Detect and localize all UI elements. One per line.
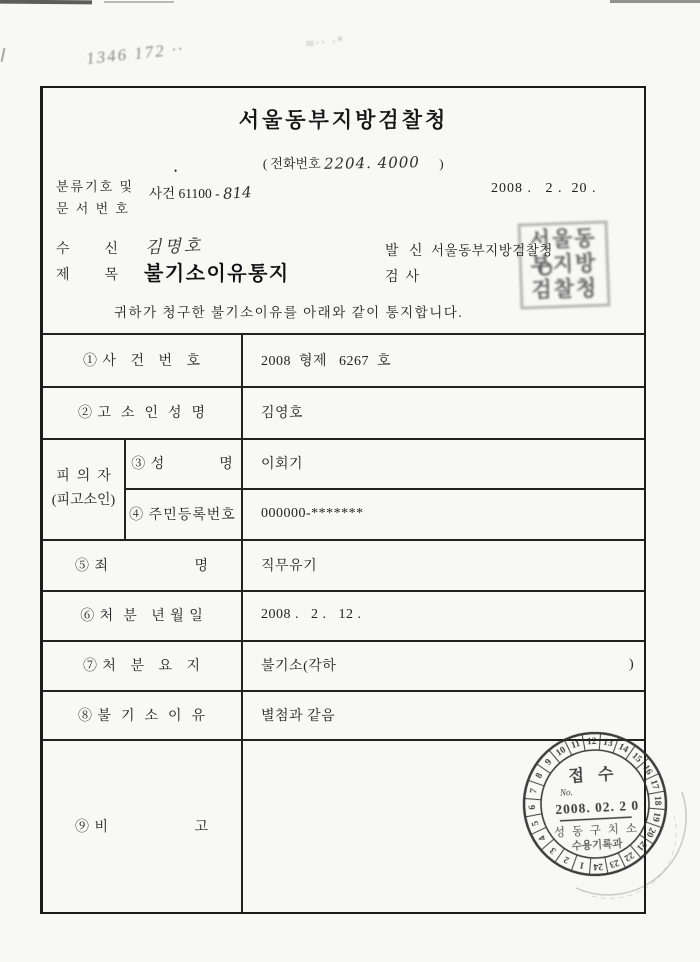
value-suspect-name: 이회기 [261,457,304,472]
value-disposition-date: 2008 . 2 . 12 . [261,607,362,622]
value-offense: 직무유기 [261,558,318,574]
row-label-disposition-summary: ⑦ 처 분 요 지 [82,659,202,674]
scan-smudge [1,48,6,62]
svg-text:4: 4 [537,833,549,843]
row-label-remarks: ⑨ 비 고 [74,819,210,835]
phone-number-handwritten: 2204. 4000 [323,153,420,173]
sender-title: 검 사 [385,270,420,285]
seal-text-line3: 검찰청 [531,275,599,303]
stamp-date: 2008. 02. 2 0 [554,797,640,818]
stamp-ghost-arc [570,770,700,910]
stamp-no-label: No. [559,787,573,798]
recipient-name-handwritten: 김명호 [144,235,204,259]
svg-text:5: 5 [530,819,542,827]
svg-text:2: 2 [562,853,572,865]
svg-text:24: 24 [593,860,604,872]
office-seal-stamp [518,220,611,309]
svg-text:15: 15 [629,751,644,765]
svg-text:3: 3 [548,844,559,856]
pencil-note-left: 1346 172 ·· [85,38,186,69]
row-label-suspect-name: ③ 성 명 [131,457,234,472]
svg-text:18: 18 [651,795,663,806]
case-reference-printed: 사건 61100 - [149,186,223,201]
phone-prefix: ( 전화번호 [262,156,324,171]
case-reference-handwritten: 814 [222,183,253,203]
classification-label-line2: 문 서 번 호 [56,201,130,216]
value-disposition-summary-paren: ) [629,657,635,672]
svg-text:13: 13 [602,737,614,750]
document-date: 2008 . 2 . 20 . [491,181,597,196]
svg-text:16: 16 [640,763,654,777]
seal-text-line2: 부지방 [530,250,598,278]
classification-label-line1: 분류기호 및 [56,179,135,194]
row-label-case-number: ① 사 건 번 호 [82,353,202,369]
svg-text:6: 6 [527,804,539,810]
svg-text:20: 20 [643,825,657,839]
value-case-number: 2008 형제 6267 호 [261,353,392,369]
svg-text:19: 19 [649,811,662,823]
scan-smudge [610,0,700,3]
svg-text:11: 11 [570,738,582,752]
row-label-complainant-name: ② 고 소 인 성 명 [77,406,207,421]
office-title: 서울동부지방검찰청 [238,108,449,132]
document-border-box [40,86,663,914]
value-resident-number: 000000-******* [261,505,364,521]
svg-text:10: 10 [554,745,568,759]
stamp-title: 접 수 [568,765,619,786]
svg-text:7: 7 [528,787,540,795]
suspect-group-line1: 피 의 자 [56,468,111,484]
stamp-office-line2: 수용기록과 [571,838,623,853]
suspect-group-line2: (피고소인) [51,492,116,508]
svg-text:17: 17 [647,778,661,791]
subject-title: 불기소이유통지 [144,263,290,285]
case-reference [149,182,252,202]
svg-text:8: 8 [534,771,546,781]
stray-dot: • [174,166,178,176]
value-disposition-summary: 불기소(각하 [261,659,337,674]
sender-name: 서울동부지방검찰청 [431,243,553,258]
row-label-nonprosecution-reason: ⑧ 불 기 소 이 유 [77,708,207,724]
svg-text:9: 9 [543,757,555,768]
stamp-office-line1: 성 동 구 치 소 [553,822,640,840]
svg-text:1: 1 [578,859,586,871]
value-nonprosecution-reason: 별첨과 같음 [261,708,336,724]
pencil-note-right: ≈·· ·˟ [305,34,346,53]
svg-text:23: 23 [608,856,621,870]
sender-label: 발 신 [385,244,423,259]
subject-label: 제 목 [56,268,119,283]
seal-text-line1: 서울동 [529,225,597,253]
row-label-suspect-group [43,438,124,539]
svg-text:12: 12 [586,736,597,748]
notice-sentence: 귀하가 청구한 불기소이유를 아래와 같이 통지합니다. [114,305,464,320]
row-label-offense: ⑤ 죄 명 [74,558,210,574]
recipient-label: 수 신 [56,242,119,257]
row-label-disposition-date: ⑥ 처 분 년 월 일 [80,609,204,624]
phone-suffix: ) [419,156,444,171]
scan-smudge [0,0,92,4]
table-line [241,333,243,912]
svg-text:22: 22 [622,849,636,863]
svg-text:21: 21 [634,838,648,853]
value-complainant-name: 김영호 [261,406,304,421]
scan-smudge [104,1,174,3]
row-label-resident-number: ④ 주민등록번호 [129,507,236,523]
svg-text:14: 14 [616,742,630,756]
